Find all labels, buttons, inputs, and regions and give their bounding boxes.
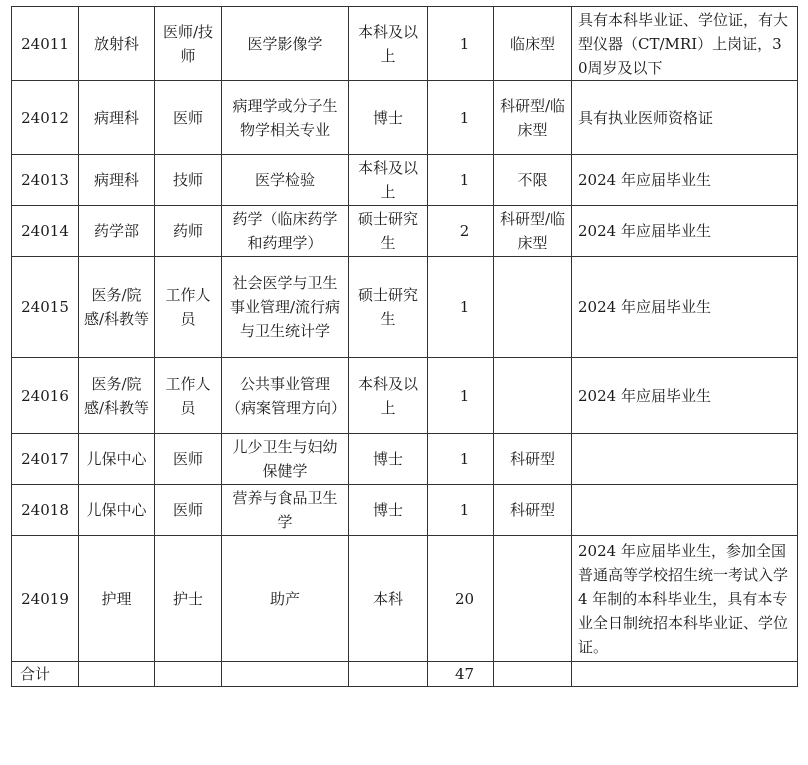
type-cell: 科研型/临床型 [494, 206, 572, 257]
major-cell: 医学影像学 [222, 7, 349, 81]
code-cell: 24019 [12, 536, 79, 662]
dept-cell: 医务/院感/科教等 [79, 257, 155, 358]
count-cell: 1 [428, 155, 494, 206]
requirement-cell: 具有执业医师资格证 [572, 81, 798, 155]
major-cell: 儿少卫生与妇幼保健学 [222, 434, 349, 485]
code-cell: 24018 [12, 485, 79, 536]
table-row [12, 7, 798, 81]
major-cell: 营养与食品卫生学 [222, 485, 349, 536]
count-cell: 1 [428, 485, 494, 536]
type-cell [494, 358, 572, 434]
requirement-cell: 2024 年应届毕业生 [572, 206, 798, 257]
position-cell: 药师 [155, 206, 222, 257]
table-row [12, 257, 798, 358]
position-cell: 医师 [155, 485, 222, 536]
table-row [12, 81, 798, 155]
code-cell: 24013 [12, 155, 79, 206]
dept-cell: 病理科 [79, 81, 155, 155]
code-cell: 24017 [12, 434, 79, 485]
code-cell: 24012 [12, 81, 79, 155]
education-cell: 本科及以上 [349, 7, 428, 81]
total-count: 47 [428, 662, 494, 687]
count-cell: 1 [428, 257, 494, 358]
position-cell: 工作人员 [155, 257, 222, 358]
major-cell: 药学（临床药学和药理学） [222, 206, 349, 257]
dept-cell: 病理科 [79, 155, 155, 206]
education-cell: 博士 [349, 485, 428, 536]
total-row [12, 662, 798, 687]
type-cell: 不限 [494, 155, 572, 206]
type-cell: 临床型 [494, 7, 572, 81]
type-cell [494, 536, 572, 662]
dept-cell: 儿保中心 [79, 485, 155, 536]
education-cell: 本科 [349, 536, 428, 662]
dept-cell: 放射科 [79, 7, 155, 81]
major-cell: 社会医学与卫生事业管理/流行病与卫生统计学 [222, 257, 349, 358]
type-cell: 科研型 [494, 485, 572, 536]
type-cell [494, 257, 572, 358]
empty-cell [155, 662, 222, 687]
education-cell: 博士 [349, 434, 428, 485]
count-cell: 2 [428, 206, 494, 257]
major-cell: 公共事业管理（病案管理方向） [222, 358, 349, 434]
position-cell: 医师/技师 [155, 7, 222, 81]
total-label: 合计 [12, 662, 79, 687]
major-cell: 病理学或分子生物学相关专业 [222, 81, 349, 155]
dept-cell: 药学部 [79, 206, 155, 257]
major-cell: 助产 [222, 536, 349, 662]
dept-cell: 儿保中心 [79, 434, 155, 485]
requirement-cell: 2024 年应届毕业生 [572, 155, 798, 206]
empty-cell [349, 662, 428, 687]
education-cell: 本科及以上 [349, 358, 428, 434]
count-cell: 1 [428, 7, 494, 81]
empty-cell [79, 662, 155, 687]
empty-cell [572, 662, 798, 687]
table-row [12, 155, 798, 206]
dept-cell: 护理 [79, 536, 155, 662]
requirement-cell [572, 434, 798, 485]
empty-cell [494, 662, 572, 687]
table-row [12, 434, 798, 485]
table-row [12, 485, 798, 536]
table-row [12, 358, 798, 434]
requirement-cell: 2024 年应届毕业生 [572, 257, 798, 358]
requirement-cell [572, 485, 798, 536]
education-cell: 博士 [349, 81, 428, 155]
code-cell: 24011 [12, 7, 79, 81]
count-cell: 1 [428, 358, 494, 434]
code-cell: 24015 [12, 257, 79, 358]
major-cell: 医学检验 [222, 155, 349, 206]
position-cell: 护士 [155, 536, 222, 662]
table-row [12, 206, 798, 257]
education-cell: 硕士研究生 [349, 257, 428, 358]
requirement-cell: 2024 年应届毕业生，参加全国普通高等学校招生统一考试入学 4 年制的本科毕业生，具有本专业全日制统招本科毕业证、学位证。 [572, 536, 798, 662]
type-cell: 科研型 [494, 434, 572, 485]
position-cell: 工作人员 [155, 358, 222, 434]
table-row [12, 536, 798, 662]
requirement-cell: 2024 年应届毕业生 [572, 358, 798, 434]
type-cell: 科研型/临床型 [494, 81, 572, 155]
count-cell: 1 [428, 434, 494, 485]
position-cell: 医师 [155, 434, 222, 485]
dept-cell: 医务/院感/科教等 [79, 358, 155, 434]
education-cell: 本科及以上 [349, 155, 428, 206]
code-cell: 24014 [12, 206, 79, 257]
count-cell: 1 [428, 81, 494, 155]
empty-cell [222, 662, 349, 687]
recruitment-table [11, 6, 798, 687]
requirement-cell: 具有本科毕业证、学位证，有大型仪器（CT/MRI）上岗证，30周岁及以下 [572, 7, 798, 81]
position-cell: 技师 [155, 155, 222, 206]
education-cell: 硕士研究生 [349, 206, 428, 257]
position-cell: 医师 [155, 81, 222, 155]
code-cell: 24016 [12, 358, 79, 434]
count-cell: 20 [428, 536, 494, 662]
